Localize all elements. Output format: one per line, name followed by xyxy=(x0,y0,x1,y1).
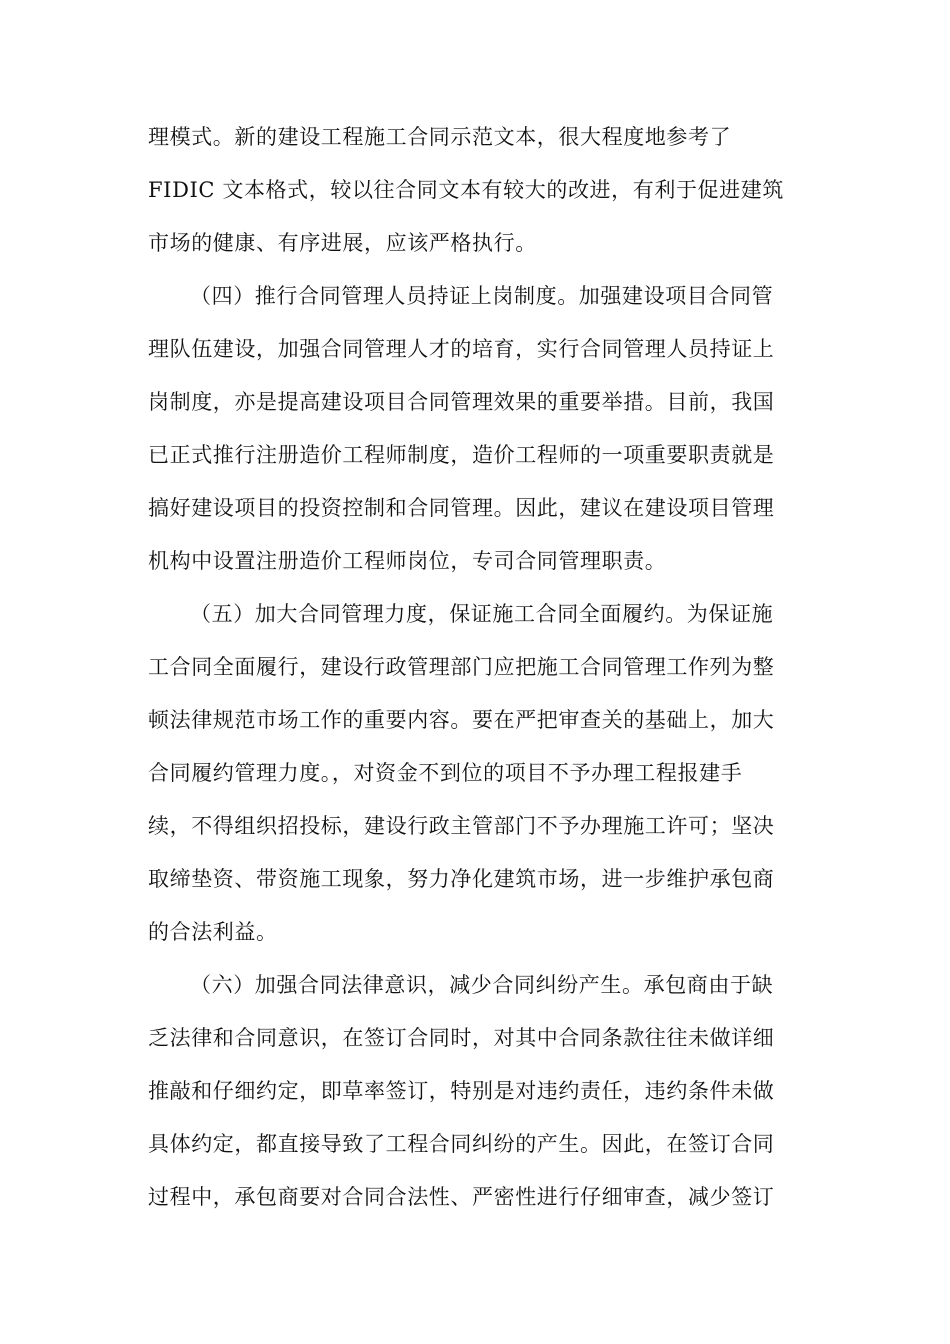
text-line: 合同履约管理力度。，对资金不到位的项目不予办理工程报建手 xyxy=(148,761,743,785)
text-line: 乏法律和合同意识，在签订合同时，对其中合同条款往往未做详细 xyxy=(148,1026,775,1050)
text-line: 岗制度，亦是提高建设项目合同管理效果的重要举措。目前，我国 xyxy=(148,390,775,414)
text-line: 的合法利益。 xyxy=(148,920,278,944)
text-line: 推敲和仔细约定，即草率签订，特别是对违约责任，违约条件未做 xyxy=(148,1079,775,1103)
text-line: 取缔垫资、带资施工现象，努力净化建筑市场，进一步维护承包商 xyxy=(148,867,775,891)
paragraph-first-line: （四）推行合同管理人员持证上岗制度。加强建设项目合同管 xyxy=(190,284,774,308)
text-line: 已正式推行注册造价工程师制度，造价工程师的一项重要职责就是 xyxy=(148,443,775,467)
text-line: FIDIC 文本格式，较以往合同文本有较大的改进，有利于促进建筑 xyxy=(148,178,784,202)
text-line: 市场的健康、有序进展，应该严格执行。 xyxy=(148,231,537,255)
text-line: 搞好建设项目的投资控制和合同管理。因此，建议在建设项目管理 xyxy=(148,496,775,520)
paragraph-first-line: （六）加强合同法律意识，减少合同纠纷产生。承包商由于缺 xyxy=(190,973,774,997)
text-line: 续，不得组织招投标，建设行政主管部门不予办理施工许可；坚决 xyxy=(148,814,775,838)
text-line: 工合同全面履行，建设行政管理部门应把施工合同管理工作列为整 xyxy=(148,655,775,679)
text-line: 具体约定，都直接导致了工程合同纠纷的产生。因此，在签订合同 xyxy=(148,1132,775,1156)
paragraph-first-line: （五）加大合同管理力度，保证施工合同全面履约。为保证施 xyxy=(190,602,774,626)
text-line: 机构中设置注册造价工程师岗位，专司合同管理职责。 xyxy=(148,549,667,573)
text-line: 顿法律规范市场工作的重要内容。要在严把审查关的基础上，加大 xyxy=(148,708,775,732)
text-line: 理队伍建设，加强合同管理人才的培育，实行合同管理人员持证上 xyxy=(148,337,775,361)
text-line: 过程中，承包商要对合同合法性、严密性进行仔细审查，减少签订 xyxy=(148,1185,775,1209)
text-line: 理模式。新的建设工程施工合同示范文本，很大程度地参考了 xyxy=(148,125,732,149)
